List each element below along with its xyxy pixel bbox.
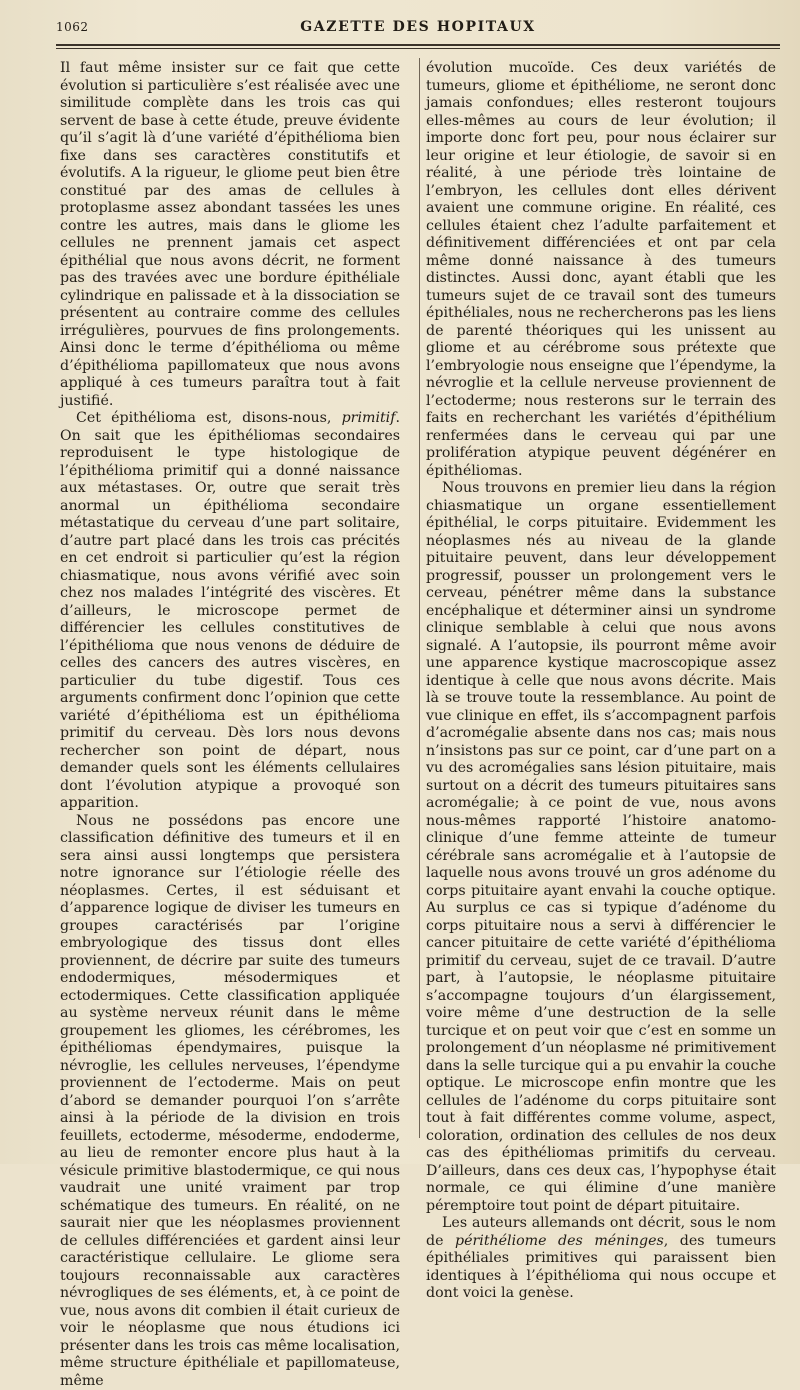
right-paragraph-3-rest: , des tumeurs épithéliales primitives qui paraissent bien identiques à l’épithélioma qui nous occupe et dont voici la genèse. [426,1233,776,1302]
right-paragraph-3-start: Les auteurs allemands ont décrit, sous le nom de [426,1215,776,1249]
left-paragraph-2-rest: . On sait que les épithéliomas secondaires reproduisent le type histologique de l’épithélioma primitif qui a donné naissance aux métastases. Or, outre que serait très anormal un épithélioma secondaire métastatique du cerveau d’une part solitaire, d’autre part placé dans les trois cas précités en cet endroit si particulier qu’est la région chiasmatique, nous avons vérifié avec soin chez nos malades l’intégrité des viscères. Et d’ailleurs, le microscope permet de différencier les cellules constitutives de l’épithélioma que nous venons de déduire de celles des cancers des autres viscères, en particulier du tube digestif. Tous ces arguments confirment donc l’opinion que cette variété d’épithélioma est un épithélioma primitif du cerveau. Dès lors nous devons rechercher son point de départ, nous demander quels sont les éléments cellulaires dont l’évolution atypique a provoqué son apparition. [60,410,400,811]
right-paragraph-2: Nous trouvons en premier lieu dans la région chiasmatique un organe essentiellement épithélial, le corps pituitaire. Evidemment les néoplasmes nés au niveau de la glande pituitaire peuvent, dans leur développement progressif, pousser un prolongement vers le cerveau, pénétrer même dans la substance encéphalique et déterminer ainsi un syndrome clinique semblable à celui que nous avons signalé. A l’autopsie, ils pourront même avoir une apparence kystique macroscopique assez identique à celle que nous avons décrite. Mais là se trouve toute la ressemblance. Au point de vue clinique en effet, ils s’accompagnent parfois d’acromégalie absente dans nos cas; mais nous n’insistons pas sur ce point, car d’une part on a vu des acromégalies sans lésion pituitaire, mais surtout on a décrit des tumeurs pituitaires sans acromégalie; à ce point de vue, nous avons nous-mêmes rapporté l’histoire anatomo-clinique d’une femme atteinte de tumeur cérébrale sans acromégalie et à l’autopsie de laquelle nous avons trouvé un gros adénome du corps pituitaire ayant envahi la couche optique. Au surplus ce cas si typique d’adénome du corps pituitaire nous a servi à différencier le cancer pituitaire de cette variété d’épithélioma primitif du cerveau, sujet de ce travail. D’autre part, à l’autopsie, le néoplasme pituitaire s’accompagne toujours d’un élargissement, voire même d’une destruction de la selle turcique et on peut voir que c’est en somme un prolongement d’un néoplasme né primitivement dans la selle turcique qui a pu envahir la couche optique. Le microscope enfin montre que les cellules de l’adénome du corps pituitaire sont tout à fait différentes comme volume, aspect, coloration, ordination des cellules de nos deux cas des épithéliomas primitifs du cerveau. D’ailleurs, dans ces deux cas, l’hypophyse était normale, ce qui élimine d’une manière péremptoire tout point de départ pituitaire. [426,480,776,1215]
header-rule-thick [56,44,780,46]
header-rule-thin [56,48,780,49]
left-paragraph-2 [60,410,400,813]
page-header [56,18,780,40]
right-column [426,60,776,1303]
journal-title: GAZETTE DES HOPITAUX [56,19,780,35]
column-divider [419,58,420,1138]
emphasis-perithéliome: périthéliome des méninges [455,1233,664,1249]
left-paragraph-2-start: Cet épithélioma est, disons-nous, [76,410,342,426]
right-paragraph-1: évolution mucoïde. Ces deux variétés de tumeurs, gliome et épithéliome, ne seront donc jamais confondues; elles resteront toujours elles-mêmes au cours de leur évolution; il importe donc fort peu, pour nous éclairer sur leur origine et leur étiologie, de savoir si en réalité, à une période très lointaine de l’embryon, les cellules dont elles dérivent avaient une commune origine. En réalité, ces cellules étaient chez l’adulte parfaitement et définitivement différenciées et ont par cela même donné naissance à des tumeurs distinctes. Aussi donc, ayant établi que les tumeurs sujet de ce travail sont des tumeurs épithéliales, nous ne rechercherons pas les liens de parenté théoriques qui les unissent au gliome et au cérébrome sous prétexte que l’embryologie nous enseigne que l’épendyme, la névroglie et la cellule nerveuse proviennent de l’ectoderme; nous resterons sur le terrain des faits en recherchant les variétés d’épithélium renfermées dans le cerveau qui par une prolifération atypique peuvent dégénérer en épithéliomas. [426,60,776,480]
left-paragraph-1: Il faut même insister sur ce fait que cette évolution si particulière s’est réalisée avec une similitude complète dans les trois cas qui servent de base à cette étude, preuve évidente qu’il s’agit là d’une variété d’épithélioma bien fixe dans ses caractères constitutifs et évolutifs. A la rigueur, le gliome peut bien être constitué par des amas de cellules à protoplasme assez abondant tassées les unes contre les autres, mais dans le gliome les cellules ne prennent jamais cet aspect épithélial que nous avons décrit, ne forment pas des travées avec une bordure épithéliale cylindrique en palissade et à la dissociation se présentent au contraire comme des cellules irrégulières, pourvues de fins prolongements. Ainsi donc le terme d’épithélioma ou même d’épithélioma papillomateux que nous avons appliqué à ces tumeurs paraîtra tout à fait justifié. [60,60,400,410]
page-number: 1062 [56,20,89,34]
left-column [60,60,400,1390]
emphasis-primitif: primitif [342,410,396,426]
right-paragraph-3 [426,1215,776,1303]
left-paragraph-3: Nous ne possédons pas encore une classification définitive des tumeurs et il en sera ainsi aussi longtemps que persistera notre ignorance sur l’étiologie réelle des néoplasmes. Certes, il est séduisant et d’apparence logique de diviser les tumeurs en groupes caractérisés par l’origine embryologique des tissus dont elles proviennent, de décrire par suite des tumeurs endodermiques, mésodermiques et ectodermiques. Cette classification appliquée au système nerveux réunit dans le même groupement les gliomes, les cérébromes, les épithéliomas épendymaires, puisque la névroglie, les cellules nerveuses, l’épendyme proviennent de l’ectoderme. Mais on peut d’abord se demander pourquoi l’on s’arrête ainsi à la période de la division en trois feuillets, ectoderme, mésoderme, endoderme, au lieu de remonter encore plus haut à la vésicule primitive blastodermique, ce qui nous vaudrait une unité vraiment par trop schématique des tumeurs. En réalité, on ne saurait nier que les néoplasmes proviennent de cellules différenciées et gardent ainsi leur caractéristique cellulaire. Le gliome sera toujours reconnaissable aux caractères névrogliques de ses éléments, et, à ce point de vue, nous avons dit combien il était curieux de voir le néoplasme que nous étudions ici présenter dans les trois cas même localisation, même structure épithéliale et papillomateuse, même [60,813,400,1390]
